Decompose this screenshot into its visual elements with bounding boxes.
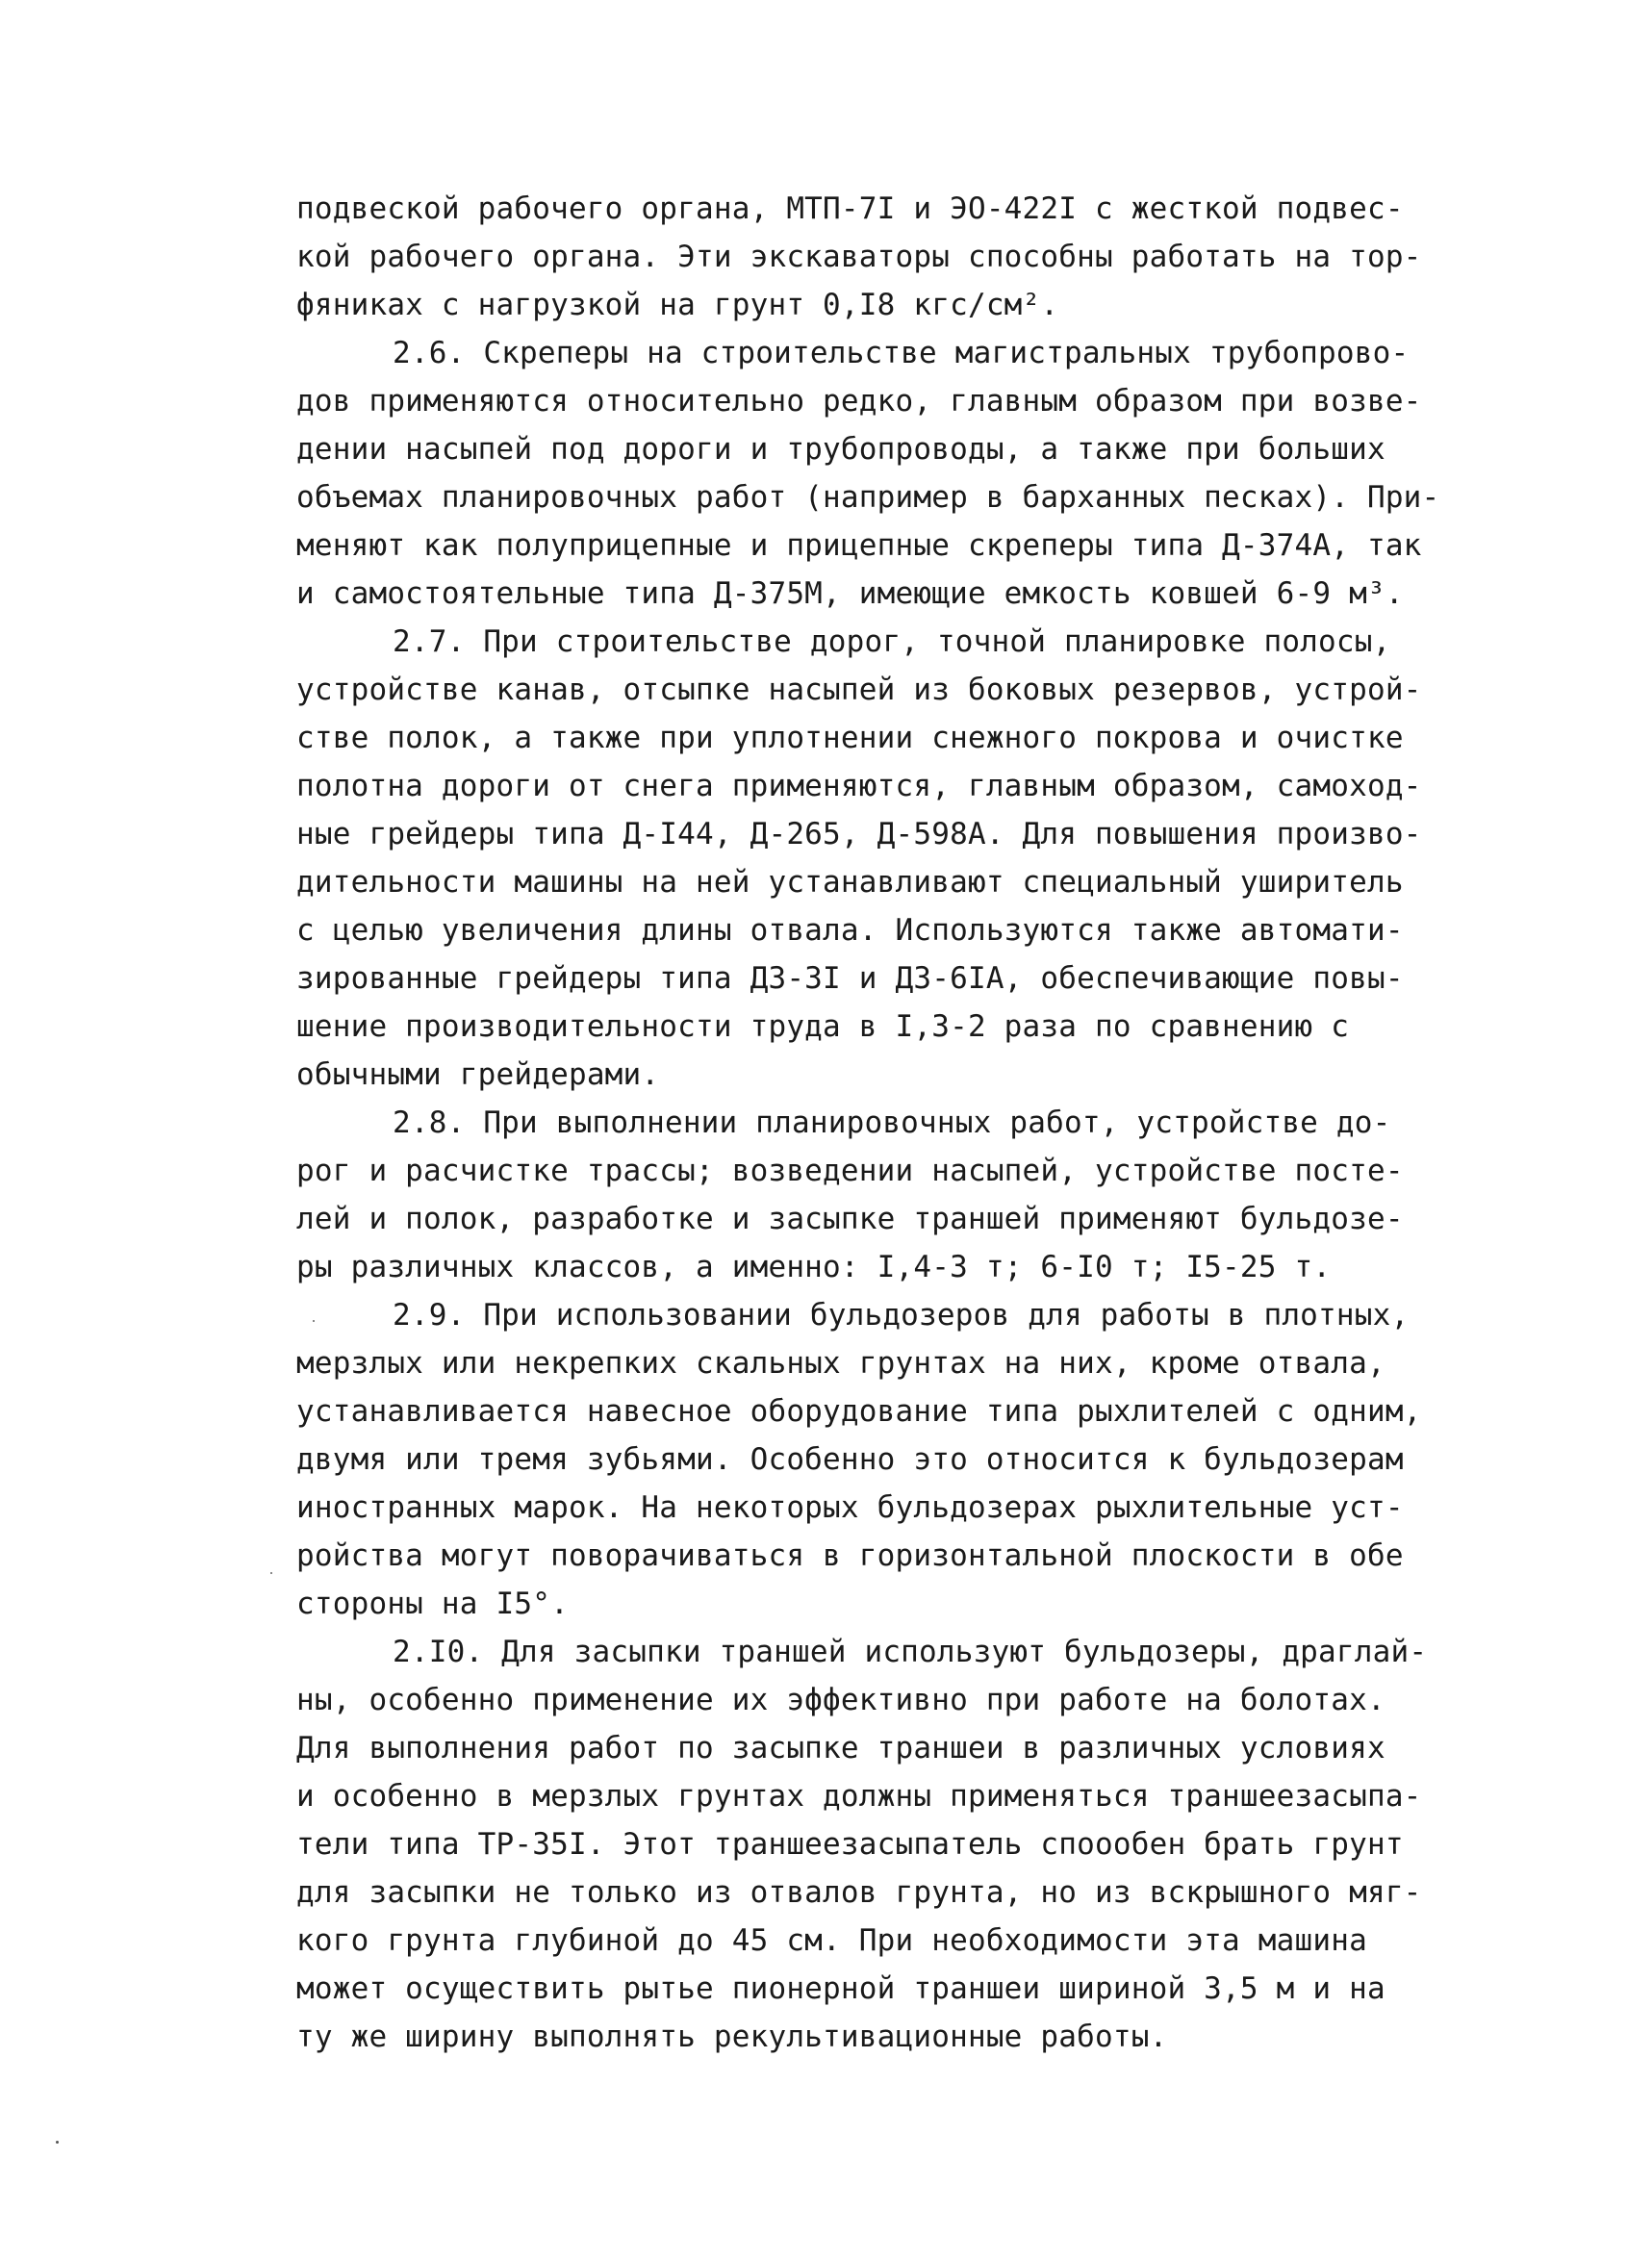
paragraph-2-10	[296, 1628, 1538, 2061]
text-line: объемах планировочных работ (например в барханных песках). При-	[296, 480, 1440, 515]
text-line: меняют как полуприцепные и прицепные скреперы типа Д-374А, так	[296, 528, 1422, 563]
text-line: тели типа ТР-35I. Этот траншеезасыпатель спооoбен брать грунт	[296, 1827, 1404, 1862]
paragraph-2-6	[296, 329, 1538, 618]
text-line: кой рабочего органа. Эти экскаваторы способны работать на тор-	[296, 240, 1422, 274]
text-line: стве полок, а также при уплотнении снежного покрова и очистке	[296, 721, 1404, 755]
text-line: двумя или тремя зубьями. Особенно это относится к бульдозерам	[296, 1442, 1404, 1477]
text-line: 2.6. Скреперы на строительстве магистральных трубопрово-	[393, 336, 1410, 370]
text-line: лей и полок, разработке и засыпке траншей применяют бульдозе-	[296, 1202, 1404, 1236]
text-line: подвеской рабочего органа, МТП-7I и ЭО-422I с жесткой подвес-	[296, 191, 1404, 226]
text-line: ройства могут поворачиваться в горизонтальной плоскости в обе	[296, 1538, 1404, 1573]
text-line: и самостоятельные типа Д-375М, имеющие емкость ковшей 6-9 м³.	[296, 576, 1404, 611]
text-line: полотна дороги от снега применяются, главным образом, самоход-	[296, 769, 1422, 803]
text-line: 2.I0. Для засыпки траншей используют бульдозеры, драглай-	[393, 1635, 1428, 1669]
text-line: и особенно в мерзлых грунтах должны применяться траншеезасыпа-	[296, 1779, 1422, 1814]
text-line: 2.8. При выполнении планировочных работ, устройстве до-	[393, 1105, 1391, 1140]
document-body	[296, 185, 1538, 2061]
text-line: дении насыпей под дороги и трубопроводы, а также при больших	[296, 432, 1385, 467]
text-line: стороны на I5°.	[296, 1587, 569, 1621]
text-line: устанавливается навесное оборудование типа рыхлителей с одним,	[296, 1394, 1422, 1429]
text-line: с целью увеличения длины отвала. Используются также автомати-	[296, 913, 1404, 948]
scan-speck	[313, 1320, 315, 1322]
text-line: дов применяются относительно редко, главным образом при возве-	[296, 384, 1422, 419]
text-line: зированные грейдеры типа ДЗ-3I и ДЗ-6IА, обеспечивающие повы-	[296, 961, 1404, 996]
text-line: может осуществить рытье пионерной траншеи шириной 3,5 м и на	[296, 1971, 1385, 2006]
text-line: для засыпки не только из отвалов грунта, но из вскрышного мяг-	[296, 1875, 1422, 1910]
text-line: Для выполнения работ по засыпке траншеи в различных условиях	[296, 1731, 1385, 1766]
paragraph-2-9	[296, 1291, 1538, 1628]
scan-speck	[56, 2141, 59, 2144]
text-line: устройстве канав, отсыпке насыпей из боковых резервов, устрой-	[296, 673, 1422, 707]
text-line: ные грейдеры типа Д-I44, Д-265, Д-598А. Для повышения произво-	[296, 817, 1422, 851]
text-line: кого грунта глубиной до 45 см. При необходимости эта машина	[296, 1923, 1367, 1958]
text-line: рог и расчистке трассы; возведении насыпей, устройстве посте-	[296, 1154, 1404, 1188]
scan-speck	[270, 1572, 272, 1574]
paragraph-continuation	[296, 185, 1538, 329]
text-line: 2.7. При строительстве дорог, точной планировке полосы,	[393, 624, 1391, 659]
text-line: 2.9. При использовании бульдозеров для работы в плотных,	[393, 1298, 1410, 1333]
paragraph-2-8	[296, 1099, 1538, 1291]
text-line: ны, особенно применение их эффективно при работе на болотах.	[296, 1683, 1385, 1717]
text-line: мерзлых или некрепких скальных грунтах на них, кроме отвала,	[296, 1346, 1385, 1381]
paragraph-2-7	[296, 618, 1538, 1099]
text-line: шение производительности труда в I,3-2 раза по сравнению с	[296, 1009, 1350, 1044]
text-line: ту же ширину выполнять рекультивационные работы.	[296, 2020, 1168, 2054]
text-line: иностранных марок. На некоторых бульдозерах рыхлительные уст-	[296, 1490, 1404, 1525]
text-line: обычными грейдерами.	[296, 1057, 660, 1092]
text-line: ры различных классов, а именно: I,4-3 т; 6-I0 т; I5-25 т.	[296, 1250, 1332, 1284]
text-line: фяниках с нагрузкой на грунт 0,I8 кгс/см².	[296, 288, 1059, 322]
text-line: дительности машины на ней устанавливают специальный уширитель	[296, 865, 1404, 900]
